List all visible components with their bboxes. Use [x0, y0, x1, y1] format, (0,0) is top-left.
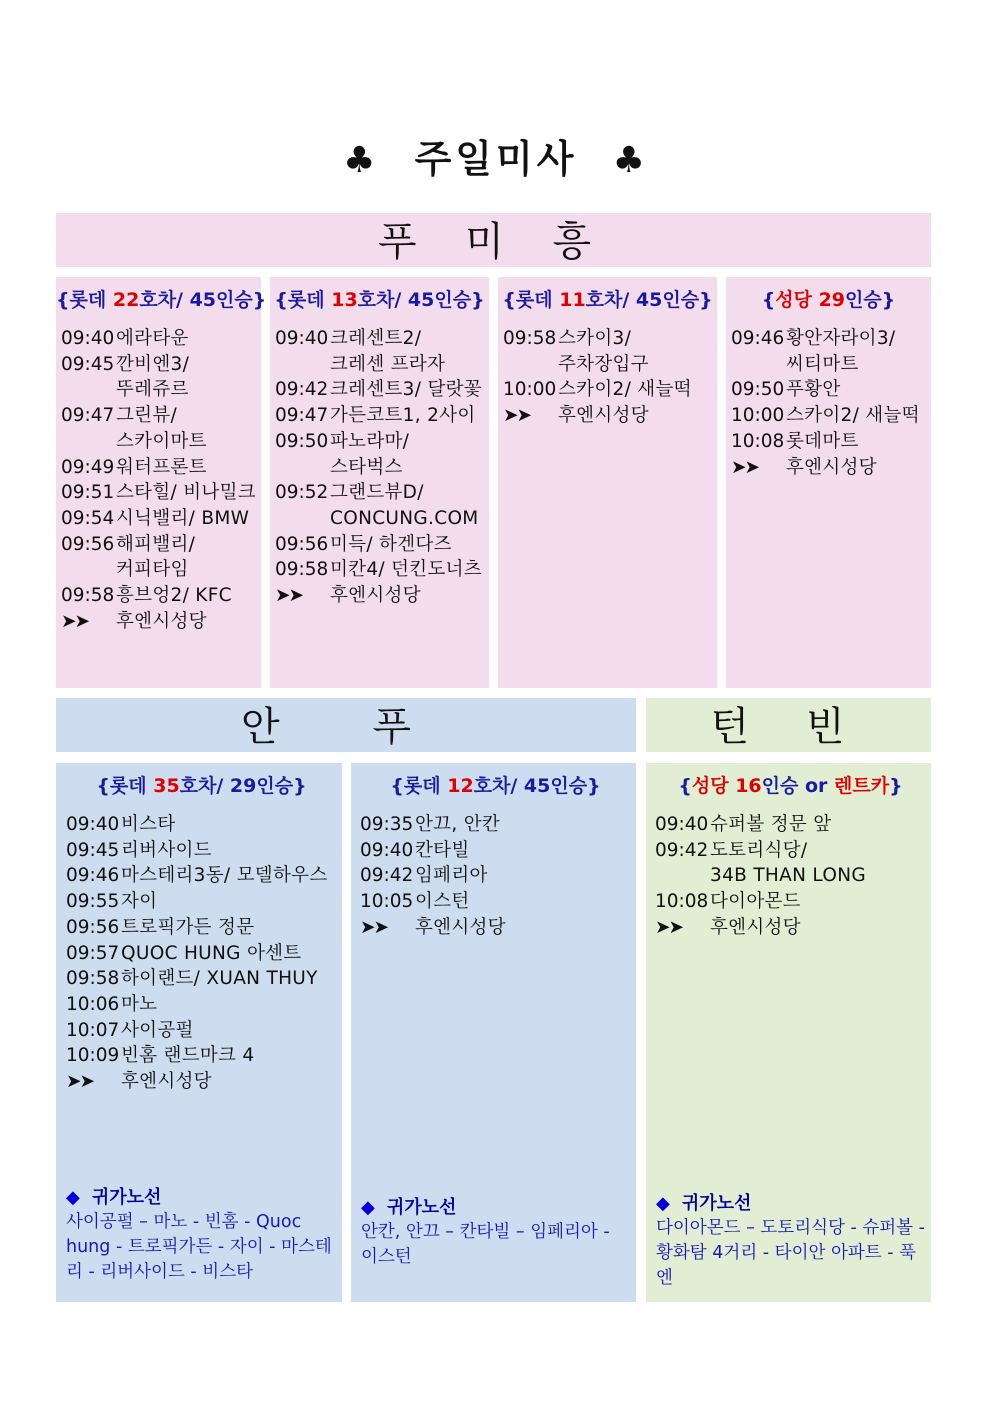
destination-name: 후엔시성당: [710, 916, 801, 938]
route-column: [56, 277, 267, 688]
stop-time: 09:35: [360, 814, 414, 835]
route-header-capacity: 호차/ 45인승: [473, 775, 588, 797]
stop-time: 09:56: [66, 916, 120, 938]
route-header-capacity: 호차/ 45인승: [357, 289, 472, 311]
stop-row: [61, 326, 261, 352]
stop-time: 09:47: [61, 405, 115, 427]
stop-time: 10:06: [66, 993, 120, 1015]
route-column: [270, 277, 489, 688]
stop-time: 09:46: [731, 328, 785, 349]
destination-name: 후엔시성당: [116, 610, 207, 632]
destination-name: 후엔시성당: [558, 405, 649, 427]
stop-time: 09:45: [61, 353, 115, 375]
stop-place: 도토리식당/: [710, 839, 808, 861]
stop-row: [66, 915, 342, 941]
arrow-icon: ➤➤: [61, 610, 89, 632]
stop-place: 스타힐/ 비나밀크: [116, 482, 256, 504]
stop-time: 09:55: [66, 891, 120, 913]
stop-row: [66, 992, 342, 1018]
destination-name: 후엔시성당: [786, 456, 877, 478]
stop-row: [275, 455, 489, 481]
destination-name: 후엔시성당: [121, 1071, 212, 1093]
stop-place: 34B THAN LONG: [710, 865, 866, 887]
route-header-close: }: [699, 289, 713, 311]
arrow-icon: ➤➤: [275, 585, 303, 607]
route-header-open: {롯데: [96, 775, 154, 797]
stop-place: 스타벅스: [330, 456, 403, 478]
stop-row: [61, 352, 261, 378]
stop-row: [275, 403, 489, 429]
route-column: [498, 277, 717, 688]
stop-place: 마스테리3동/ 모델하우스: [121, 865, 328, 887]
stop-row: [61, 583, 261, 609]
stop-place: 스카이2/ 새늘떡: [558, 379, 692, 401]
stop-place: 뚜레쥬르: [116, 379, 189, 401]
stop-place: 스카이마트: [116, 430, 207, 452]
stop-list: [650, 812, 931, 941]
stop-row: [61, 377, 261, 403]
stop-place: 시닉밸리/ BMW: [116, 507, 250, 529]
stop-row: [275, 506, 489, 532]
stop-time: 10:00: [503, 379, 557, 401]
stop-row: [731, 429, 931, 455]
stop-place: 깐비엔3/: [116, 353, 190, 375]
destination-name: 후엔시성당: [330, 585, 421, 607]
stop-place: QUOC HUNG 아센트: [121, 942, 302, 964]
club-icon: ♣: [612, 140, 649, 181]
route-header-open: {: [761, 289, 776, 311]
stop-place: 미칸4/ 던킨도너츠: [330, 559, 482, 581]
stop-time: 09:42: [655, 839, 709, 861]
stop-place: 이스턴: [415, 891, 470, 913]
route-header: [270, 285, 489, 312]
stop-list: [726, 326, 931, 480]
page-title-text: 주일미사: [414, 136, 578, 181]
return-route-header: [361, 1195, 630, 1220]
stop-place: 크레센 프라자: [330, 353, 446, 375]
stop-place: 트로픽가든 정문: [121, 916, 255, 938]
stop-place: 크레센트2/: [330, 328, 422, 349]
stop-place: 파노라마/: [330, 430, 410, 452]
stop-row: [503, 377, 717, 403]
stop-place: 안끄, 안칸: [415, 814, 501, 835]
stop-row: [66, 1043, 342, 1069]
stop-time: 09:52: [275, 482, 329, 504]
route-header: [498, 285, 717, 312]
stop-place: 에라타운: [116, 328, 189, 349]
return-route-label: 귀가노선: [681, 1193, 752, 1214]
stop-time: 10:08: [731, 430, 785, 452]
stop-place: 빈홈 랜드마크 4: [121, 1045, 255, 1067]
stop-place: 해피밸리/: [116, 533, 196, 555]
route-column: [646, 763, 931, 1302]
route-header-number: 12: [447, 775, 474, 797]
route-header-or: or: [804, 775, 828, 797]
route-header-number: 16: [735, 775, 762, 797]
stop-place: 임페리아: [415, 865, 488, 887]
stop-place: 흥브엉2/ KFC: [116, 585, 232, 607]
route-header: [726, 285, 931, 312]
stop-row: [66, 838, 342, 864]
destination-row: [66, 1069, 342, 1095]
stop-time: 09:42: [275, 379, 329, 401]
arrow-icon: ➤➤: [731, 456, 759, 478]
route-header-number: 35: [153, 775, 180, 797]
return-route: [656, 1191, 925, 1291]
stop-row: [275, 377, 489, 403]
arrow-icon: ➤➤: [360, 916, 388, 938]
route-column: [351, 763, 636, 1302]
stop-time: 09:51: [61, 482, 115, 504]
stop-place: CONCUNG.COM: [330, 507, 479, 529]
stop-place: 크레센트3/ 달랏꽃: [330, 379, 482, 401]
stop-time: 09:42: [360, 865, 414, 887]
stop-list: [61, 812, 342, 1095]
page-title: [0, 128, 992, 183]
stop-row: [275, 326, 489, 352]
return-route: [361, 1195, 630, 1270]
stop-row: [275, 532, 489, 558]
stop-time: 09:50: [275, 430, 329, 452]
stop-place: 칸타빌: [415, 839, 470, 861]
route-header: [650, 771, 931, 798]
route-header-number: 11: [559, 289, 586, 311]
route-header-close: }: [889, 775, 903, 797]
stop-time: 09:58: [61, 585, 115, 607]
stop-time: 09:58: [275, 559, 329, 581]
stop-row: [360, 812, 636, 838]
destination-row: [360, 915, 636, 941]
destination-row: [275, 583, 489, 609]
stop-row: [66, 941, 342, 967]
route-header: [56, 285, 267, 312]
stop-row: [655, 863, 931, 889]
route-header-number: 13: [331, 289, 358, 311]
route-header-number: 29: [818, 289, 846, 311]
stop-row: [66, 812, 342, 838]
stop-row: [66, 966, 342, 992]
route-header-number: 22: [112, 289, 140, 311]
route-column: [726, 277, 931, 688]
stop-place: 다이아몬드: [710, 891, 801, 913]
stop-place: 씨티마트: [786, 353, 859, 375]
stop-time: 09:58: [66, 968, 120, 990]
stop-place: 황안자라이3/: [786, 328, 896, 349]
stop-time: 09:46: [66, 865, 120, 887]
stop-time: 09:40: [275, 328, 329, 349]
stop-time: 09:50: [731, 379, 785, 401]
return-route-header: [66, 1185, 336, 1210]
stop-time: 10:09: [66, 1045, 120, 1067]
stop-place: 사이공펄: [121, 1019, 194, 1041]
stop-place: 슈퍼볼 정문 앞: [710, 814, 832, 835]
route-header-open: {롯데: [274, 289, 332, 311]
route-header: [355, 771, 636, 798]
route-header-capacity: 인승: [761, 775, 805, 797]
stop-time: 10:08: [655, 891, 709, 913]
stop-list: [270, 326, 489, 609]
stop-row: [61, 455, 261, 481]
section-header-an-phu: [56, 698, 636, 752]
stop-row: [66, 1018, 342, 1044]
route-header-rental: 렌트카: [827, 775, 890, 797]
route-column: [56, 763, 342, 1302]
section-name: 안 푸: [241, 704, 451, 750]
stop-row: [275, 557, 489, 583]
stop-time: 09:58: [503, 328, 557, 349]
stop-row: [61, 506, 261, 532]
stop-place: 스카이2/ 새늘떡: [786, 405, 920, 427]
stop-time: 09:57: [66, 942, 120, 964]
stop-row: [360, 889, 636, 915]
stop-row: [61, 480, 261, 506]
stop-place: 스카이3/: [558, 328, 632, 349]
stop-row: [61, 557, 261, 583]
stop-place: 그린뷰/: [116, 405, 178, 427]
route-header-capacity: 호차/ 45인승: [139, 289, 253, 311]
stop-row: [61, 403, 261, 429]
route-header-close: }: [293, 775, 307, 797]
stop-row: [731, 326, 931, 352]
stop-row: [275, 480, 489, 506]
destination-row: [655, 915, 931, 941]
arrow-icon: ➤➤: [655, 916, 683, 938]
destination-row: [731, 455, 931, 481]
route-header-close: }: [587, 775, 601, 797]
stop-time: 10:00: [731, 405, 785, 427]
stop-list: [56, 326, 261, 634]
stop-place: 커피타임: [116, 559, 189, 581]
route-header-church: 성당: [775, 289, 819, 311]
return-route: [66, 1185, 336, 1285]
stop-time: 09:56: [275, 533, 329, 555]
return-route-text: 사이공펄 – 마노 - 빈홈 - Quoc hung - 트로픽가든 - 자이 - 마스테리 - 리버사이드 - 비스타: [66, 1212, 332, 1282]
section-header-phu-my-hung: [56, 213, 931, 267]
stop-row: [655, 889, 931, 915]
stop-time: 09:40: [61, 328, 115, 349]
section-name: 푸 미 흥: [377, 219, 610, 265]
section-header-thu-thiem: [646, 698, 931, 752]
route-header-open: {롯데: [56, 289, 113, 311]
destination-row: [61, 609, 261, 635]
stop-row: [655, 838, 931, 864]
diamond-icon: ◆: [361, 1197, 375, 1218]
stop-row: [66, 889, 342, 915]
diamond-icon: ◆: [656, 1193, 670, 1214]
diamond-icon: ◆: [66, 1187, 80, 1208]
section-name: 턴 빈: [710, 704, 867, 750]
stop-time: 09:40: [66, 814, 120, 835]
route-header-church: 성당: [691, 775, 736, 797]
destination-row: [503, 403, 717, 429]
stop-row: [731, 377, 931, 403]
stop-row: [503, 352, 717, 378]
destination-name: 후엔시성당: [415, 916, 506, 938]
stop-place: 푸황안: [786, 379, 841, 401]
stop-time: 09:45: [66, 839, 120, 861]
club-icon: ♣: [343, 140, 380, 181]
return-route-text: 다이아몬드 – 도토리식당 - 슈퍼볼 - 황화탐 4거리 - 타이안 아파트 - 푹엔: [656, 1218, 925, 1288]
route-header-capacity: 인승: [845, 289, 882, 311]
return-route-label: 귀가노선: [386, 1197, 457, 1218]
stop-time: 10:05: [360, 891, 414, 913]
stop-row: [275, 352, 489, 378]
return-route-label: 귀가노선: [91, 1187, 162, 1208]
stop-list: [498, 326, 717, 429]
stop-row: [731, 403, 931, 429]
route-header-close: }: [881, 289, 896, 311]
stop-place: 하이랜드/ XUAN THUY: [121, 968, 318, 990]
route-header-open: {: [678, 775, 692, 797]
stop-row: [61, 429, 261, 455]
stop-row: [655, 812, 931, 838]
stop-row: [503, 326, 717, 352]
stop-time: 09:40: [655, 814, 709, 835]
route-header-capacity: 호차/ 29인승: [179, 775, 294, 797]
stop-row: [61, 532, 261, 558]
stop-row: [66, 863, 342, 889]
stop-time: 09:47: [275, 405, 329, 427]
return-route-text: 안칸, 안끄 – 칸타빌 – 임페리아 - 이스턴: [361, 1222, 610, 1267]
stop-time: 09:49: [61, 456, 115, 478]
stop-row: [275, 429, 489, 455]
route-header-close: }: [252, 289, 267, 311]
stop-place: 그랜드뷰D/: [330, 482, 424, 504]
route-header-open: {롯데: [502, 289, 560, 311]
route-header-capacity: 호차/ 45인승: [585, 289, 700, 311]
stop-time: 09:56: [61, 533, 115, 555]
route-header-close: }: [471, 289, 485, 311]
stop-time: 09:54: [61, 507, 115, 529]
arrow-icon: ➤➤: [66, 1071, 94, 1093]
route-header-open: {롯데: [390, 775, 448, 797]
route-header: [61, 771, 342, 798]
stop-place: 워터프론트: [116, 456, 207, 478]
stop-list: [355, 812, 636, 941]
stop-time: 10:07: [66, 1019, 120, 1041]
stop-place: 자이: [121, 891, 158, 913]
stop-place: 미득/ 하겐다즈: [330, 533, 452, 555]
stop-place: 비스타: [121, 814, 176, 835]
stop-place: 롯데마트: [786, 430, 859, 452]
return-route-header: [656, 1191, 925, 1216]
stop-place: 주차장입구: [558, 353, 649, 375]
stop-time: 09:40: [360, 839, 414, 861]
stop-place: 마노: [121, 993, 158, 1015]
arrow-icon: ➤➤: [503, 405, 531, 427]
stop-row: [731, 352, 931, 378]
stop-place: 가든코트1, 2사이: [330, 405, 476, 427]
stop-place: 리버사이드: [121, 839, 212, 861]
stop-row: [360, 863, 636, 889]
stop-row: [360, 838, 636, 864]
